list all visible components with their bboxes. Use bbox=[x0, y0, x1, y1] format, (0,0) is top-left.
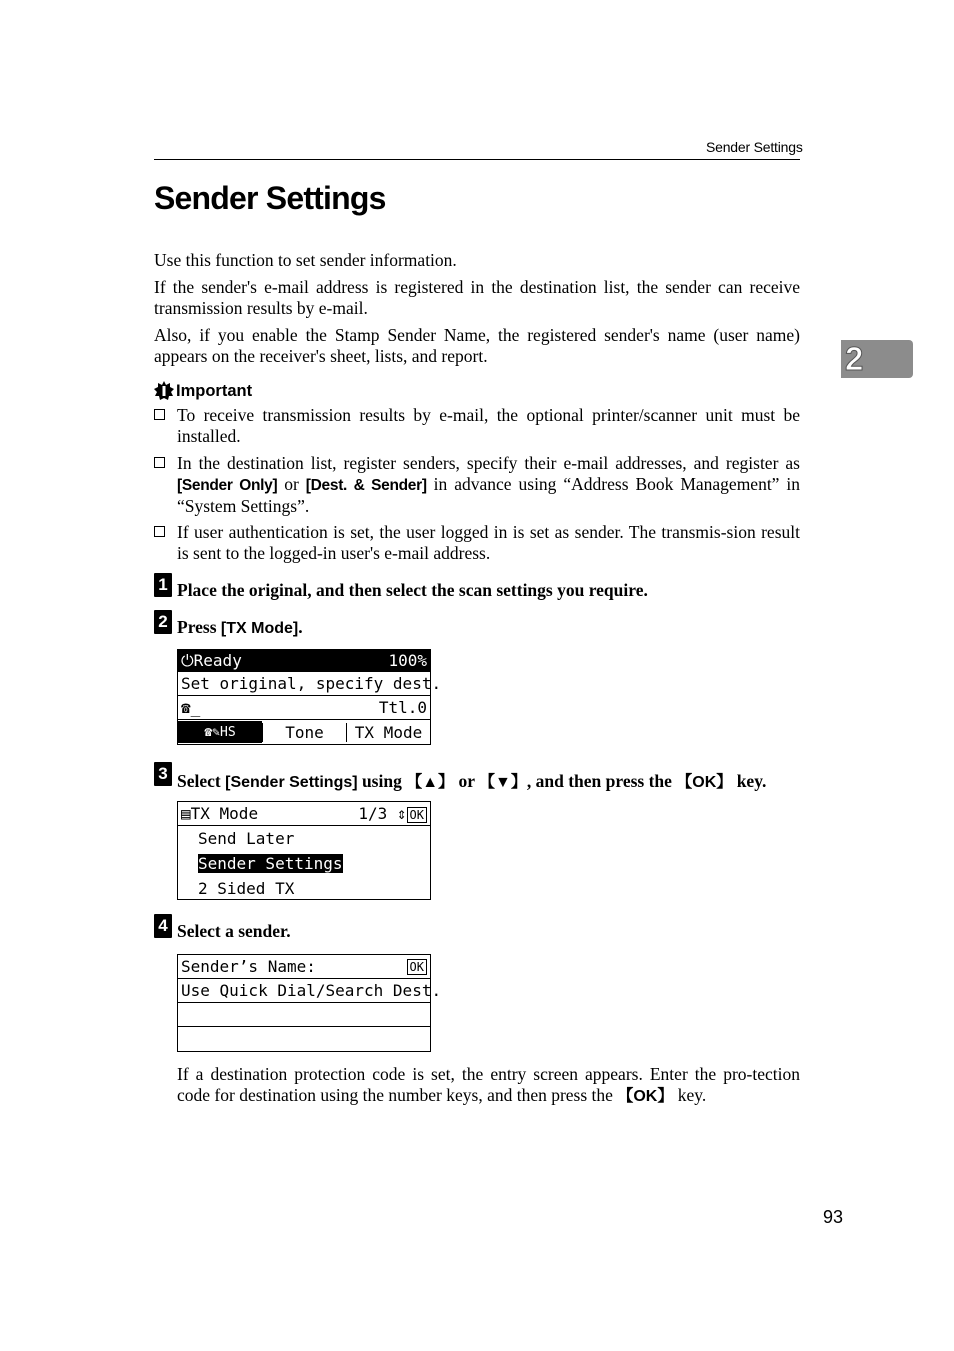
lcd-quick-dial-row[interactable]: Use Quick Dial/Search Dest. bbox=[178, 979, 430, 1003]
step-2: 2 Press [TX Mode]. bbox=[154, 617, 303, 638]
lcd-icons: ☎✎HS bbox=[178, 721, 262, 743]
lcd-tab-row bbox=[178, 720, 430, 744]
running-header: Sender Settings bbox=[706, 139, 803, 155]
step-1: 1 Place the original, and then select the scan settings you require. bbox=[154, 580, 648, 601]
paragraph-stamp: Also, if you enable the Stamp Sender Name, the registered sender's name (user name) appears on the receiver's sheet, lists, and report. bbox=[154, 325, 800, 366]
important-bullet-3: If user authentication is set, the user logged in is set as sender. The transmis-sion result is sent to the logged-in user's e-mail address. bbox=[154, 522, 800, 564]
key-ok: 【OK】 bbox=[676, 774, 733, 791]
lcd-empty-row bbox=[178, 1027, 430, 1051]
lcd-dest-row: ☎_ Ttl.0 bbox=[178, 696, 430, 720]
step-number-2: 2 bbox=[154, 610, 172, 634]
key-ok: 【OK】 bbox=[617, 1088, 674, 1105]
lcd-screen-sender-name bbox=[177, 954, 442, 1052]
key-dest-sender: [Dest. & Sender] bbox=[305, 477, 427, 494]
key-sender-settings: [Sender Settings] bbox=[225, 774, 358, 791]
lcd-screen-tx-mode bbox=[177, 801, 431, 900]
checkbox-icon bbox=[154, 409, 165, 420]
power-icon: ⏻ bbox=[181, 650, 194, 670]
checkbox-icon bbox=[154, 526, 165, 537]
header-rule bbox=[154, 159, 800, 160]
step-4: 4 Select a sender. bbox=[154, 921, 291, 942]
important-label: Important bbox=[176, 381, 253, 400]
key-up: 【▲】 bbox=[406, 774, 455, 791]
paragraph-email: If the sender's e-mail address is registered in the destination list, the sender can receive transmission results by e-mail. bbox=[154, 277, 800, 318]
page-number: 93 bbox=[823, 1207, 844, 1227]
note-protection-code: If a destination protection code is set, the entry screen appears. Enter the pro-tection code for destination using the number keys, and then press the 【OK】 key. bbox=[177, 1064, 800, 1105]
step-number-4: 4 bbox=[154, 914, 172, 938]
key-sender-only: [Sender Only] bbox=[177, 477, 278, 494]
lcd-title-row: ▤TX Mode 1/3 ⇕ OK bbox=[178, 802, 430, 826]
key-tx-mode: [TX Mode] bbox=[220, 620, 299, 637]
important-heading bbox=[154, 381, 252, 401]
key-down: 【▼】 bbox=[479, 774, 527, 791]
ok-box: OK bbox=[407, 959, 427, 975]
tab-tone[interactable]: Tone bbox=[262, 723, 346, 742]
page-title: Sender Settings bbox=[154, 180, 386, 216]
menu-item-send-later[interactable]: Send Later bbox=[198, 829, 295, 848]
checkbox-icon bbox=[154, 457, 165, 468]
lcd-sender-title-row: Sender’s Name: OK bbox=[178, 955, 430, 979]
lcd-status-row: ⏻Ready 100% bbox=[178, 650, 430, 672]
menu-icon: ▤ bbox=[181, 804, 191, 823]
menu-item-2-sided-tx[interactable]: 2 Sided TX bbox=[198, 879, 295, 898]
important-icon bbox=[154, 381, 174, 401]
important-bullet-2: In the destination list, register senders, specify their e-mail addresses, and register as [Sender Only] or [Dest. & Sender] in advance using “Address Book Management” in “System Settings”. bbox=[154, 453, 800, 517]
step-number-1: 1 bbox=[154, 573, 172, 597]
ok-box: OK bbox=[407, 807, 427, 823]
tab-tx-mode[interactable]: TX Mode bbox=[346, 723, 430, 742]
lcd-empty-row bbox=[178, 1003, 430, 1027]
paragraph-intro: Use this function to set sender information. bbox=[154, 250, 457, 270]
lcd-screen-ready bbox=[177, 649, 442, 745]
menu-item-sender-settings[interactable]: Sender Settings bbox=[198, 854, 343, 873]
step-number-3: 3 bbox=[154, 762, 172, 786]
updown-icon: ⇕ bbox=[396, 804, 407, 823]
chapter-tab bbox=[841, 340, 913, 378]
lcd-message-row: Set original, specify dest. bbox=[178, 672, 430, 696]
important-bullet-1: To receive transmission results by e-mail, the optional printer/scanner unit must be installed. bbox=[154, 405, 800, 447]
step-3: 3 Select [Sender Settings] using 【▲】 or 【▼】, and then press the 【OK】 key. bbox=[154, 769, 766, 792]
chapter-tab-number: 2 bbox=[845, 340, 864, 377]
